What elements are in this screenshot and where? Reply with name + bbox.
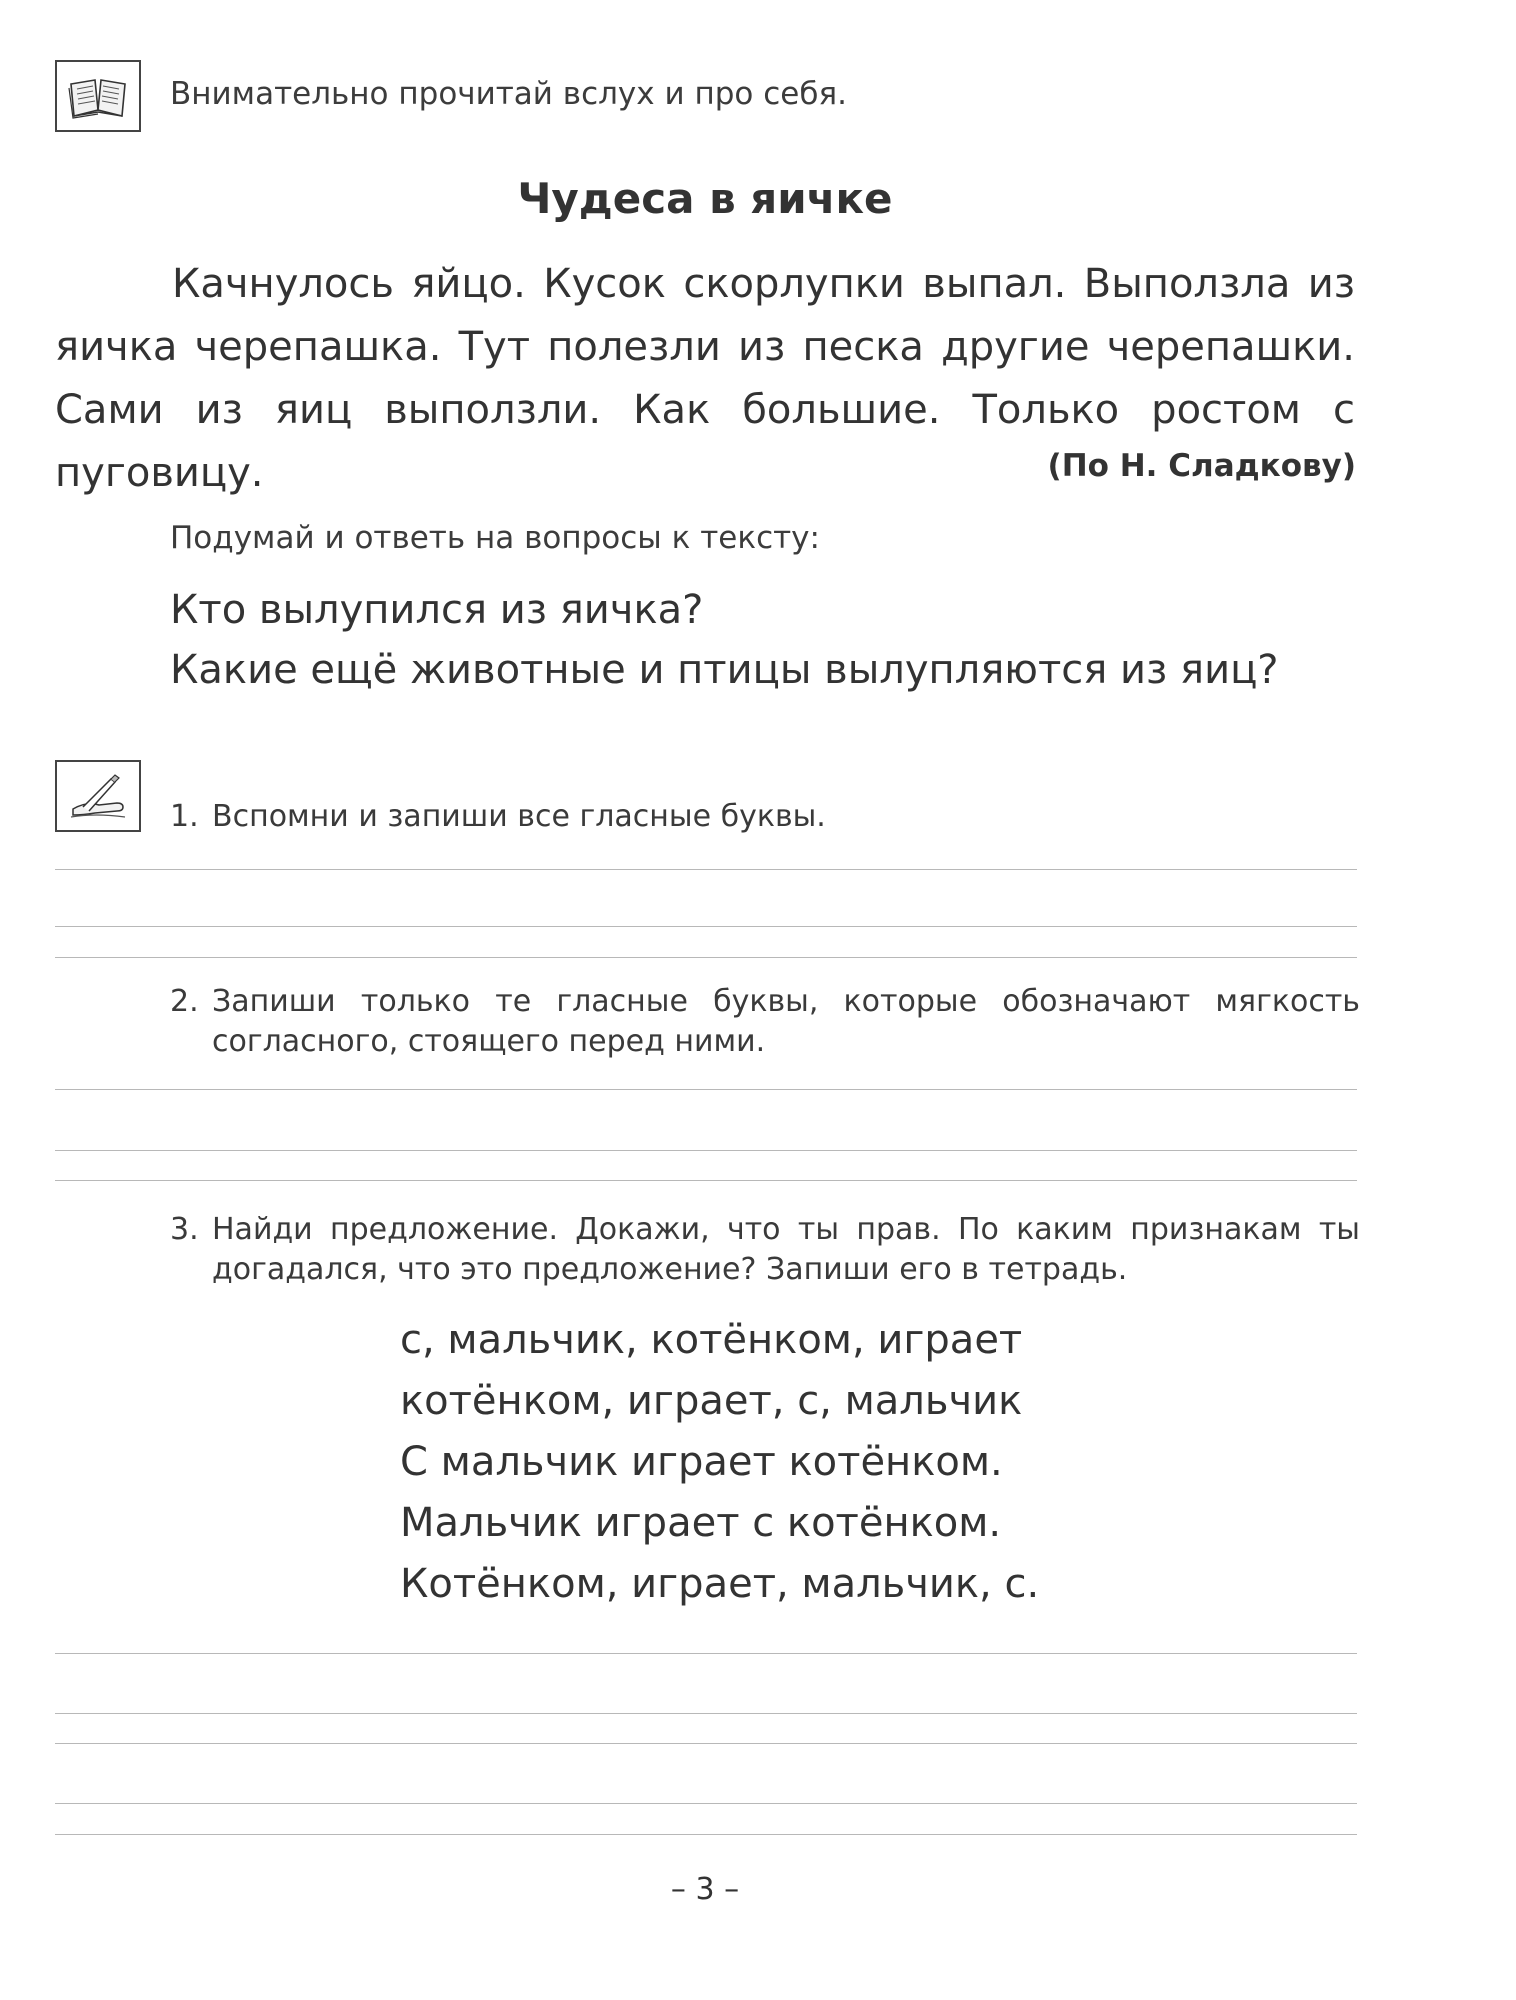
story-title: Чудеса в яичке	[517, 174, 893, 223]
writing-line[interactable]	[55, 1803, 1357, 1804]
reading-icon-box	[55, 60, 141, 132]
question-item: Кто вылупился из яичка?	[170, 587, 704, 633]
task-3	[170, 1210, 1360, 1290]
task-number: 2.	[170, 984, 199, 1019]
question-item: Какие ещё животные и птицы вылупляются из яиц?	[170, 647, 1279, 693]
sentence-option: Мальчик играет с котёнком.	[400, 1500, 1002, 1546]
writing-line[interactable]	[55, 1089, 1357, 1090]
story-author: (По Н. Сладкову)	[1047, 448, 1356, 484]
sentence-option: Котёнком, играет, мальчик, с.	[400, 1561, 1040, 1607]
writing-line[interactable]	[55, 957, 1357, 958]
task-text: Найди предложение. Докажи, что ты прав. По каким признакам ты догадался, что это предложение? Запиши его в тетрадь.	[212, 1212, 1360, 1287]
writing-line[interactable]	[55, 1834, 1357, 1835]
writing-line[interactable]	[55, 1743, 1357, 1744]
writing-line[interactable]	[55, 926, 1357, 927]
page-number: – 3 –	[670, 1872, 740, 1907]
writing-line[interactable]	[55, 1180, 1357, 1181]
open-book-icon	[65, 70, 131, 122]
sentence-option: котёнком, играет, с, мальчик	[400, 1378, 1023, 1424]
reading-instruction: Внимательно прочитай вслух и про себя.	[170, 76, 847, 112]
task-number: 1.	[170, 799, 199, 834]
writing-line[interactable]	[55, 869, 1357, 870]
sentence-option: с, мальчик, котёнком, играет	[400, 1317, 1023, 1363]
task-text: Запиши только те гласные буквы, которые обозначают мягкость согласного, стоящего перед ними.	[212, 984, 1360, 1059]
writing-line[interactable]	[55, 1713, 1357, 1714]
task-text: Вспомни и запиши все гласные буквы.	[212, 799, 826, 834]
sentence-option: С мальчик играет котёнком.	[400, 1439, 1003, 1485]
writing-line[interactable]	[55, 1150, 1357, 1151]
task-2	[170, 982, 1360, 1062]
writing-line[interactable]	[55, 1653, 1357, 1654]
task-number: 3.	[170, 1212, 199, 1247]
task-1	[170, 797, 1360, 837]
questions-prompt: Подумай и ответь на вопросы к тексту:	[170, 520, 820, 556]
story-text: Качнулось яйцо. Кусок скорлупки выпал. Выползла из яичка черепашка. Тут полезли из песка другие черепашки. Сами из яиц выползли. Как большие. Только ростом с пуговицу.	[55, 261, 1355, 496]
writing-icon-box	[55, 760, 141, 832]
writing-hand-icon	[65, 771, 131, 821]
